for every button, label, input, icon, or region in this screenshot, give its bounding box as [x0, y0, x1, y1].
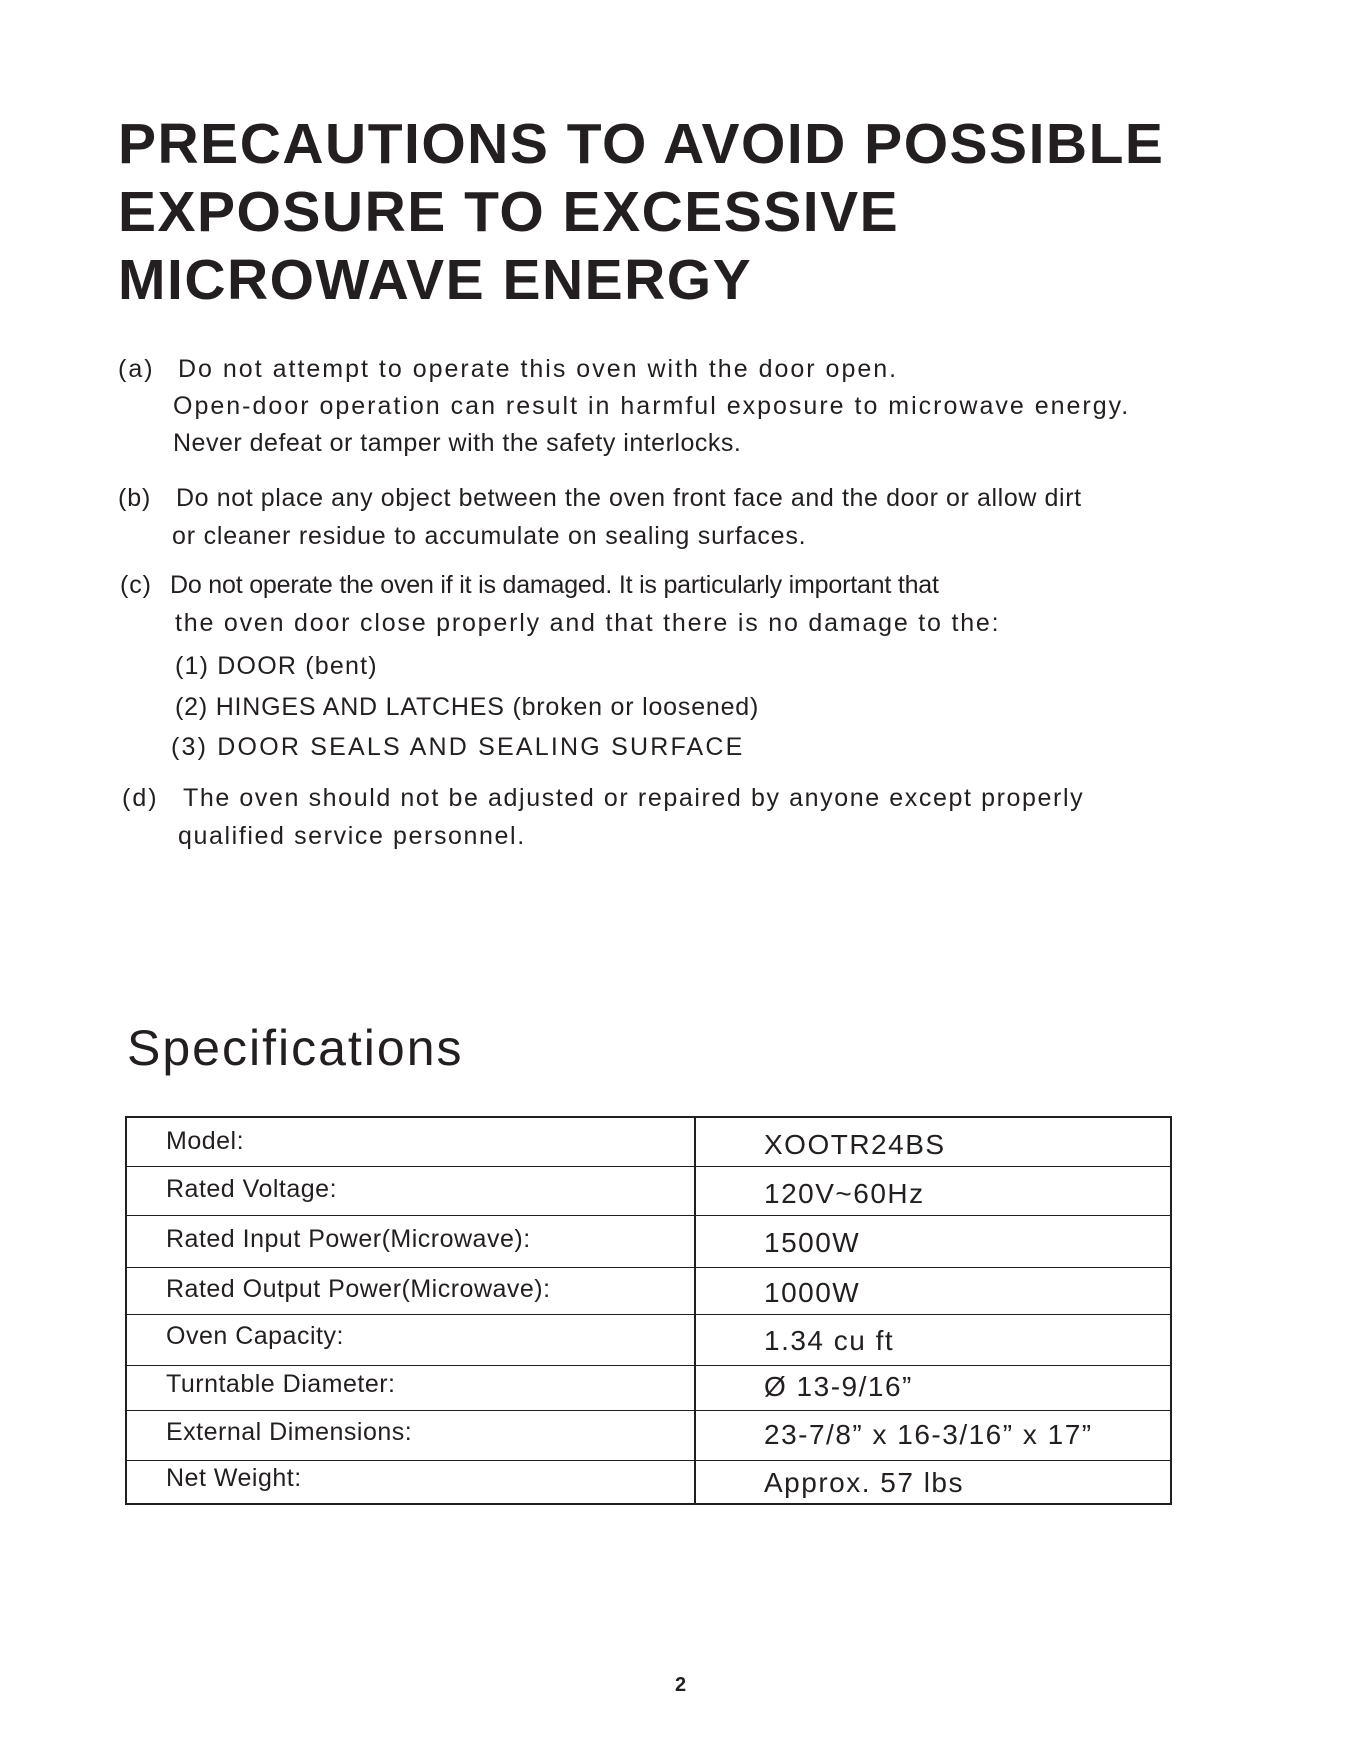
item-line: Do not place any object between the oven front face and the door or allow dirt	[176, 484, 1082, 512]
item-line: (2) HINGES AND LATCHES (broken or loosened)	[175, 693, 760, 721]
page-number: 2	[674, 1674, 687, 1696]
item-line: qualified service personnel.	[178, 822, 526, 850]
table-row	[127, 1461, 1170, 1503]
item-line: Do not attempt to operate this oven with the door open.	[178, 355, 899, 383]
spec-label: Rated Input Power(Microwave):	[166, 1225, 531, 1253]
table-row	[127, 1268, 1170, 1315]
spec-value: 1.34 cu ft	[764, 1325, 895, 1356]
specifications-table	[125, 1116, 1172, 1505]
title-line: PRECAUTIONS TO AVOID POSSIBLE	[118, 112, 1165, 176]
table-row	[127, 1315, 1170, 1366]
title-line: MICROWAVE ENERGY	[118, 248, 753, 312]
table-row	[127, 1118, 1170, 1167]
spec-value: 1500W	[764, 1227, 861, 1258]
item-line: (1) DOOR (bent)	[175, 652, 378, 680]
spec-value: 120V~60Hz	[764, 1178, 925, 1209]
spec-value: Ø 13-9/16”	[764, 1371, 913, 1402]
item-marker: (b)	[118, 484, 152, 512]
item-line: Do not operate the oven if it is damaged. It is particularly important that	[170, 571, 939, 599]
spec-value: 23-7/8” x 16-3/16” x 17”	[764, 1419, 1093, 1450]
spec-label: Turntable Diameter:	[166, 1370, 396, 1398]
table-row	[127, 1216, 1170, 1268]
item-line: or cleaner residue to accumulate on sealing surfaces.	[172, 522, 807, 550]
spec-label: Model:	[166, 1127, 245, 1155]
title-line: EXPOSURE TO EXCESSIVE	[118, 180, 900, 244]
spec-label: External Dimensions:	[166, 1418, 413, 1446]
table-row	[127, 1167, 1170, 1216]
spec-value: XOOTR24BS	[764, 1129, 946, 1160]
spec-label: Rated Voltage:	[166, 1175, 338, 1203]
item-marker: (d)	[122, 784, 159, 812]
spec-value: 1000W	[764, 1277, 861, 1308]
table-row	[127, 1411, 1170, 1461]
spec-label: Oven Capacity:	[166, 1322, 344, 1350]
spec-value: Approx. 57 lbs	[764, 1467, 964, 1498]
spec-label: Net Weight:	[166, 1464, 302, 1492]
item-marker: (c)	[120, 571, 152, 599]
spec-label: Rated Output Power(Microwave):	[166, 1275, 551, 1303]
specifications-heading: Specifications	[127, 1020, 464, 1076]
item-line: Open-door operation can result in harmful exposure to microwave energy.	[173, 392, 1131, 420]
table-row	[127, 1366, 1170, 1411]
item-line: the oven door close properly and that there is no damage to the:	[175, 609, 1001, 637]
precautions-title	[118, 110, 1258, 314]
item-marker: (a)	[118, 355, 155, 383]
item-line: (3) DOOR SEALS AND SEALING SURFACE	[171, 733, 745, 761]
item-line: The oven should not be adjusted or repaired by anyone except properly	[183, 784, 1085, 812]
item-line: Never defeat or tamper with the safety interlocks.	[173, 429, 742, 457]
